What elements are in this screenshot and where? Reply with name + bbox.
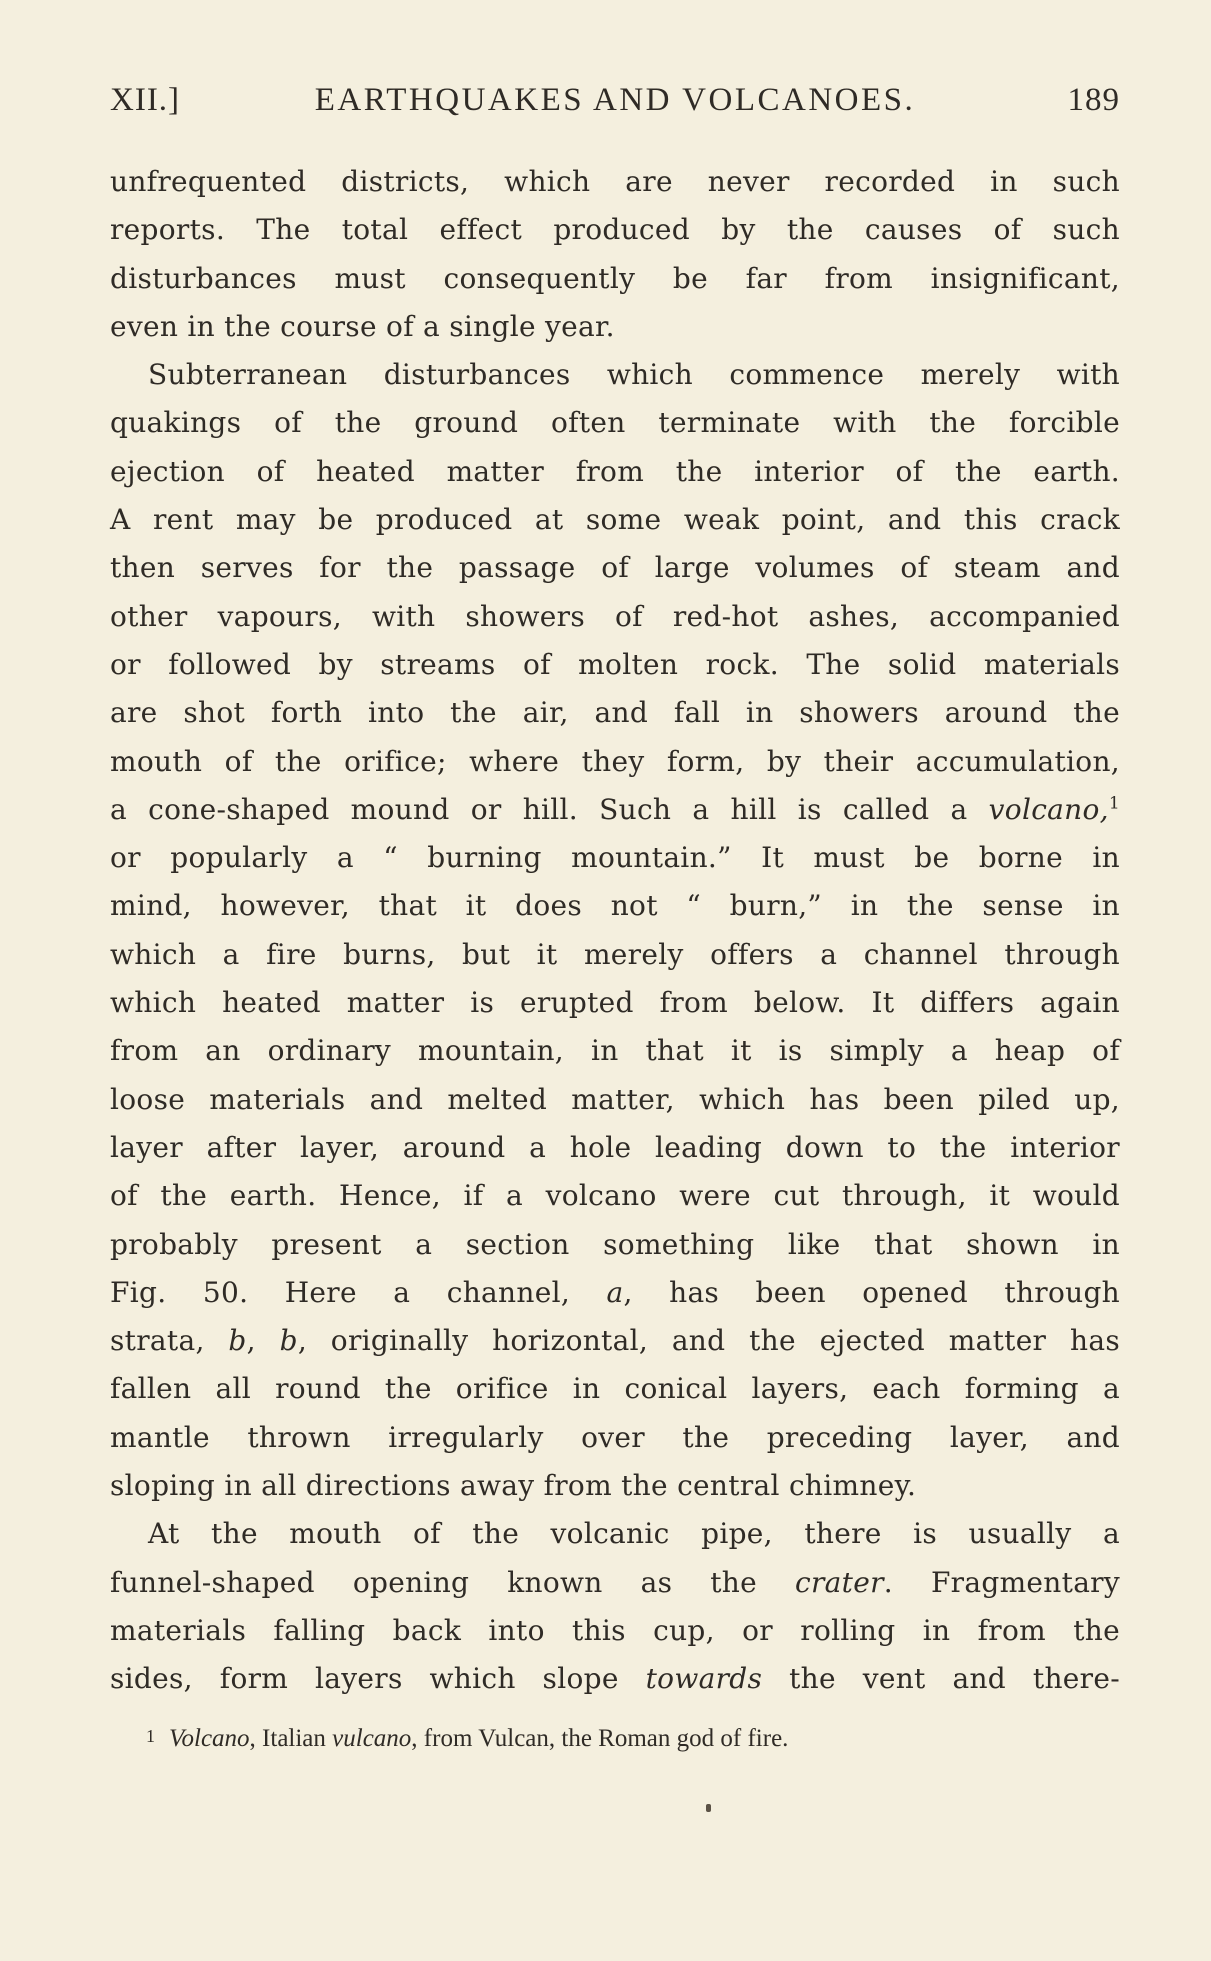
text-line: layer after layer, around a hole leading down to the interior [110, 1130, 1120, 1164]
text-line: quakings of the ground often terminate with the forcible [110, 406, 1120, 440]
text-segment: a cone-shaped mound or hill. Such a hill is called a [110, 792, 989, 826]
text-line [110, 786, 1120, 834]
running-head [110, 82, 1120, 122]
italic-label-a: a [606, 1275, 624, 1309]
footnote-marker: 1 [1108, 793, 1120, 814]
text-line: sloping in all directions away from the central chimney. [110, 1469, 917, 1503]
text-line: probably present a section something like that shown in [110, 1227, 1120, 1261]
text-segment: , [246, 1324, 280, 1358]
text-line: fallen all round the orifice in conical layers, each forming a [110, 1372, 1120, 1406]
text-line [110, 1317, 1120, 1365]
text-line: which heated matter is erupted from below. It differs again [110, 986, 1120, 1020]
italic-label-b: b [228, 1324, 247, 1358]
paragraph-start-line: At the mouth of the volcanic pipe, there is usually a [148, 1517, 1120, 1551]
text-line: unfrequented districts, which are never recorded in such [110, 165, 1120, 198]
text-line [110, 1655, 1120, 1703]
footnote-italian-term: vulcano [332, 1725, 412, 1752]
text-line: mantle thrown irregularly over the preceding layer, and [110, 1420, 1120, 1454]
footnote-text: , Italian [249, 1725, 333, 1752]
footnote-number: 1 [146, 1726, 155, 1746]
text-line: reports. The total effect produced by the causes of such [110, 213, 1120, 247]
text-line: materials falling back into this cup, or rolling in from the [110, 1613, 1120, 1647]
text-segment: the vent and there- [762, 1662, 1120, 1696]
text-line: then serves for the passage of large volumes of steam and [110, 551, 1120, 585]
text-segment: , originally horizontal, and the ejected matter has [297, 1324, 1120, 1358]
italic-label-b: b [279, 1324, 298, 1358]
text-line: mouth of the orifice; where they form, by their accumulation, [110, 744, 1120, 778]
text-line: are shot forth into the air, and fall in showers around the [110, 696, 1120, 730]
text-line: A rent may be produced at some weak point, and this crack [110, 503, 1120, 537]
text-line: even in the course of a single year. [110, 309, 615, 343]
chapter-number: XII.] [110, 82, 181, 118]
text-line: or followed by streams of molten rock. The solid materials [110, 647, 1120, 681]
text-segment: funnel-shaped opening known as the [110, 1565, 795, 1599]
text-segment: sides, form layers which slope [110, 1662, 646, 1696]
text-line: from an ordinary mountain, in that it is simply a heap of [110, 1034, 1120, 1068]
footnote-term: Volcano [169, 1725, 250, 1752]
text-segment: strata, [110, 1324, 229, 1358]
text-line: loose materials and melted matter, which has been piled up, [110, 1082, 1120, 1116]
paragraph-start-line: Subterranean disturbances which commence merely with [148, 358, 1120, 392]
italic-term-crater: crater [794, 1565, 884, 1599]
text-line: mind, however, that it does not “ burn,” in the sense in [110, 889, 1120, 923]
italic-term-volcano: volcano, [988, 792, 1109, 826]
text-line: other vapours, with showers of red-hot ashes, accompanied [110, 599, 1120, 633]
text-line: which a fire burns, but it merely offers a channel through [110, 937, 1120, 971]
text-line [110, 1559, 1120, 1607]
text-line: of the earth. Hence, if a volcano were cut through, it would [110, 1179, 1120, 1213]
ink-speck [706, 1804, 711, 1812]
running-title: EARTHQUAKES AND VOLCANOES. [314, 82, 916, 118]
text-line [110, 1269, 1120, 1317]
footnote [146, 1725, 1086, 1753]
text-segment: , has been opened through [623, 1275, 1121, 1309]
body-text [110, 158, 1120, 1704]
text-line: disturbances must consequently be far from insignificant, [110, 261, 1120, 295]
footnote-text: , from Vulcan, the Roman god of fire. [411, 1725, 789, 1752]
page-number: 189 [1067, 82, 1120, 118]
text-line: or popularly a “ burning mountain.” It must be borne in [110, 841, 1120, 875]
text-segment: Fig. 50. Here a channel, [110, 1275, 607, 1309]
text-segment: . Fragmentary [883, 1565, 1120, 1599]
italic-term-towards: towards [645, 1662, 763, 1696]
text-line: ejection of heated matter from the interior of the earth. [110, 454, 1120, 488]
